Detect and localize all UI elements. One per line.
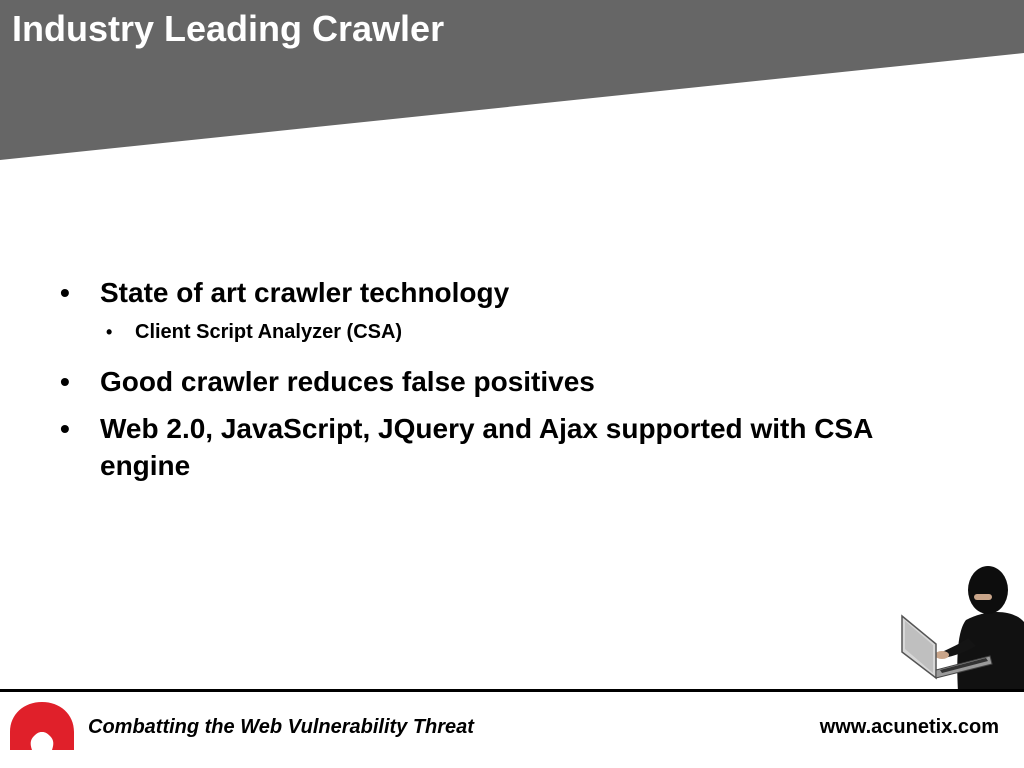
bullet-text: Web 2.0, JavaScript, JQuery and Ajax supported with CSA engine xyxy=(100,413,873,481)
bullet-text: State of art crawler technology xyxy=(100,277,510,308)
bullet-marker: • xyxy=(60,413,70,444)
footer-tagline: Combatting the Web Vulnerability Threat xyxy=(88,716,474,738)
bullet-text: Good crawler reduces false positives xyxy=(100,366,595,397)
bullet-marker: • xyxy=(106,322,113,342)
hacker-with-laptop-icon xyxy=(896,560,1024,692)
footer-divider xyxy=(0,689,1024,692)
bullet-text: Client Script Analyzer (CSA) xyxy=(135,321,403,343)
slide-title: Industry Leading Crawler xyxy=(12,8,445,49)
bullet-list xyxy=(58,274,918,494)
footer-url[interactable]: www.acunetix.com xyxy=(819,716,999,738)
bullet-item xyxy=(58,363,918,400)
bullet-item xyxy=(58,274,918,311)
sub-bullet-item xyxy=(103,319,918,345)
bullet-marker: • xyxy=(60,366,70,397)
acunetix-logo-icon xyxy=(6,698,78,754)
bullet-item xyxy=(58,410,918,484)
bullet-marker: • xyxy=(60,277,70,308)
